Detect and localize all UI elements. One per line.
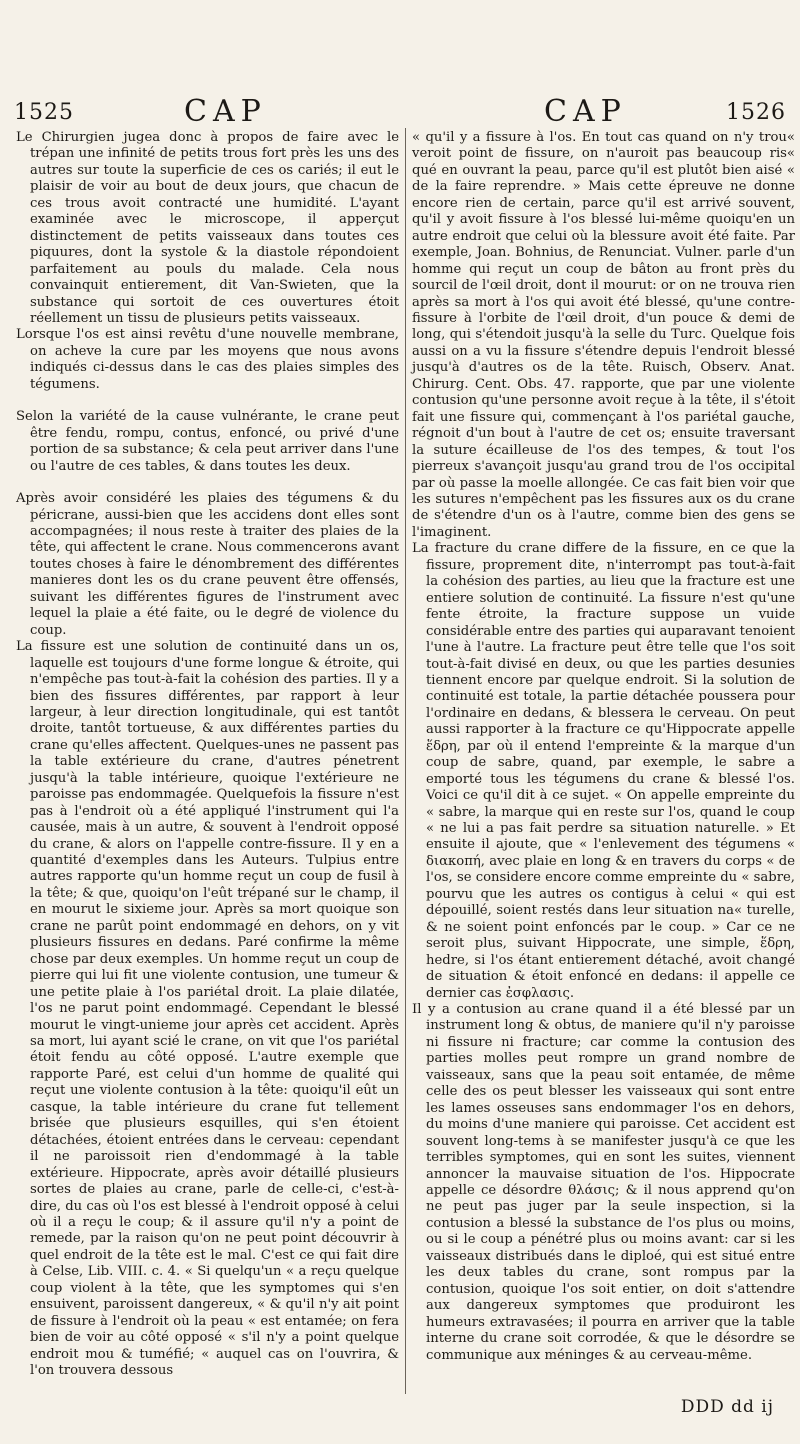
- paragraph: La fissure est une solution de continuité dans un os, laquelle est toujours d'une forme longue & étroite, qui n'empêche pas tout-à-fait la cohésion des parties. Il y a bien des fissures différentes, par rapport à leur largeur, à leur direction longitudinale, qui est tantôt droite, tantôt tortueuse, & aux différentes parties du crane qu'elles affectent. Quelques-unes ne passent pas la table extérieure du crane, d'autres pénetrent jusqu'à la table intérieure, quoique l'extérieure ne paroisse pas endommagée. Quelquefois la fissure n'est pas à l'endroit où a été appliqué l'instrument qui l'a causée, mais à un autre, & souvent à l'endroit opposé du crane, & alors on l'appelle contre-fissure. Il y en a quantité d'exemples dans les Auteurs. Tulpius entre autres rapporte qu'un homme reçut un coup de fusil à la tête; & que, quoiqu'on l'eût trépané sur le champ, il en mourut le sixieme jour. Après sa mort quoique son crane ne parût point endommagé en dehors, on y vit plusieurs fissures en dedans. Paré confirme la même chose par deux exemples. Un homme reçut un coup de pierre qui lui fit une violente contusion, une tumeur & une petite plaie à l'os pariétal droit. La plaie dilatée, l'os ne parut point endommagé. Cependant le blessé mourut le vingt-unieme jour après cet accident. Après sa mort, lui ayant scié le crane, on vit que l'os pariétal étoit fendu au côté opposé. L'autre exemple que rapporte Paré, est celui d'un homme de qualité qui reçut une violente contusion à la tête: quoiqu'il eût un casque, la table intérieure du crane fut tellement brisée que plusieurs esquilles, qui s'en étoient détachées, étoient entrées dans le cerveau: cependant il ne paroissoit rien d'endommagé à la table extérieure. Hippocrate, après avoir détaillé plusieurs sortes de plaies au crane, parle de celle-ci, c'est-à-dire, du cas où l'os est blessé à l'endroit opposé à celui où il a reçu le coup; & il assure qu'il n'y a point de remede, par la raison qu'on ne peut point découvrir à quel endroit de la tête est le mal. C'est ce qui fait dire à Celse, Lib. VIII. c. 4. « Si quelqu'un « a reçu quelque coup violent à la tête, que les symptomes qui s'en ensuivent, paroissent dangereux, « & qu'il n'y ait point de fissure à l'endroit où la peau « est entamée; on fera bien de voir au côté opposé « s'il n'y a point quelque endroit mou & tuméfié; « auquel cas on l'ouvrira, & l'on trouvera dessous: [16, 639, 399, 1379]
- paragraph: « qu'il y a fissure à l'os. En tout cas quand on n'y trou« veroit point de fissure, on n'auroit pas beaucoup ris« qué en ouvrant la peau, parce qu'il est plutôt bien aisé « de la faire reprendre. » Mais cette épreuve ne donne encore rien de certain, parce qu'il est arrivé souvent, qu'il y avoit fissure à l'os blessé lui-même quoiqu'en un autre endroit que celui où la blessure avoit été faite. Par exemple, Joan. Bohnius, de Renunciat. Vulner. parle d'un homme qui reçut un coup de bâton au front près du sourcil de l'œil droit, dont il mourut: or on ne trouva rien après sa mort à l'os qui avoit été blessé, qu'une contre-fissure à l'orbite de l'œil droit, d'un pouce & demi de long, qui s'étendoit jusqu'à la selle du Turc. Quelque fois aussi on a vu la fissure s'étendre depuis l'endroit blessé jusqu'à d'autres os de la tête. Ruisch, Observ. Anat. Chirurg. Cent. Obs. 47. rapporte, que par une violente contusion qu'une personne avoit reçue à la tête, il s'étoit fait une fissure qui, commençant à l'os pariétal gauche, régnoit d'un bout à l'autre de cet os; ensuite traversant la suture écailleuse de l'os des tempes, & tout l'os pierreux s'avançoit jusqu'au grand trou de l'os occipital par où passe la moelle allongée. Ce cas fait bien voir que les sutures n'empêchent pas les fissures aux os du crane de s'étendre d'un os à l'autre, comme bien des gens se l'imaginent.: [412, 130, 795, 540]
- signature-mark: DDD dd ij: [680, 1397, 774, 1417]
- paragraph: Selon la variété de la cause vulnérante, le crane peut être fendu, rompu, contus, enfoncé, ou privé d'une portion de sa substance; & cela peut arriver dans l'une ou l'autre de ces tables, & dans toutes les deux.: [16, 409, 399, 474]
- running-head-left: CAP: [184, 94, 267, 129]
- right-column: [412, 130, 795, 1364]
- page-number-right: 1526: [726, 100, 786, 125]
- paragraph: Après avoir considéré les plaies des tégumens & du péricrane, aussi-bien que les accidens dont elles sont accompagnées; il nous reste à traiter des plaies de la tête, qui affectent le crane. Nous commencerons avant toutes choses à faire le dénombrement des différentes manieres dont les os du crane peuvent être offensés, suivant les différentes figures de l'instrument avec lequel la plaie a été faite, ou le degré de violence du coup.: [16, 491, 399, 638]
- left-column: [16, 130, 399, 1380]
- page-number-left: 1525: [14, 100, 74, 125]
- paragraph: Le Chirurgien jugea donc à propos de faire avec le trépan une infinité de petits trous fort près les uns des autres sur toute la superficie de ces os cariés; il eut le plaisir de voir au bout de deux jours, que chacun de ces trous avoit contracté une humidité. L'ayant examinée avec le microscope, il apperçut distinctement de petits vaisseaux dans toutes ces piquures, dont la systole & la diastole répondoient parfaitement au pouls du malade. Cela nous convainquit entierement, dit Van-Swieten, que la substance qui sortoit de ces ouvertures étoit réellement un tissu de plusieurs petits vaisseaux.: [16, 130, 399, 326]
- column-divider: [405, 128, 406, 1394]
- paragraph: La fracture du crane differe de la fissure, en ce que la fissure, proprement dite, n'interrompt pas tout-à-fait la cohésion des parties, au lieu que la fracture est une entiere solution de continuité. La fissure n'est qu'une fente étroite, la fracture suppose un vuide considérable entre des parties qui auparavant tenoient l'une à l'autre. La fracture peut être telle que l'os soit tout-à-fait divisé en deux, ou que les parties desunies tiennent encore par quelque endroit. Si la solution de continuité est totale, la partie détachée poussera pour l'ordinaire en dedans, & blessera le cerveau. On peut aussi rapporter à la fracture ce qu'Hippocrate appelle ἕδρη, par où il entend l'empreinte & la marque d'un coup de sabre, quand, par exemple, le sabre a emporté tous les tégumens du crane & blessé l'os. Voici ce qu'il dit à ce sujet. « On appelle empreinte du « sabre, la marque qui en reste sur l'os, quand le coup « ne lui a pas fait perdre sa situation naturelle. » Et ensuite il ajoute, que « l'enlevement des tégumens « διακοπή, avec plaie en long & en travers du corps « de l'os, se considere encore comme empreinte du « sabre, pourvu que les autres os contigus à celui « qui est dépouillé, soient restés dans leur situation na« turelle, & ne soient point enfoncés par le coup. » Car ce ne seroit plus, suivant Hippocrate, une simple, ἕδρη, hedre, si l'os étant entierement détaché, avoit changé de situation & étoit enfoncé en dedans: il appelle ce dernier cas ἐσφλασις.: [412, 541, 795, 1001]
- paragraph: Lorsque l'os est ainsi revêtu d'une nouvelle membrane, on acheve la cure par les moyens que nous avons indiqués ci-dessus dans le cas des plaies simples des tégumens.: [16, 327, 399, 392]
- page-header: [14, 96, 786, 132]
- running-head-right: CAP: [544, 94, 627, 129]
- paragraph: Il y a contusion au crane quand il a été blessé par un instrument long & obtus, de maniere qu'il n'y paroisse ni fissure ni fracture; car comme la contusion des parties molles peut rompre un grand nombre de vaisseaux, sans que la peau soit entamée, de même celle des os peut blesser les vaisseaux qui sont entre les lames osseuses sans endommager l'os en dehors, du moins d'une maniere qui paroisse. Cet accident est souvent long-tems à se manifester jusqu'à ce que les terribles symptomes, qui en sont les suites, viennent annoncer la mauvaise situation de l'os. Hippocrate appelle ce désordre θλάσις; & il nous apprend qu'on ne peut pas juger par la seule inspection, si la contusion a blessé la substance de l'os plus ou moins, ou si le coup a pénétré plus ou moins avant: car si les vaisseaux distribués dans le diploé, qui est situé entre les deux tables du crane, sont rompus par la contusion, quoique l'os soit entier, on doit s'attendre aux dangereux symptomes que produiront les humeurs extravasées; il pourra en arriver que la table interne du crane soit corrodée, & que le désordre se communique aux méninges & au cerveau-même.: [412, 1002, 795, 1363]
